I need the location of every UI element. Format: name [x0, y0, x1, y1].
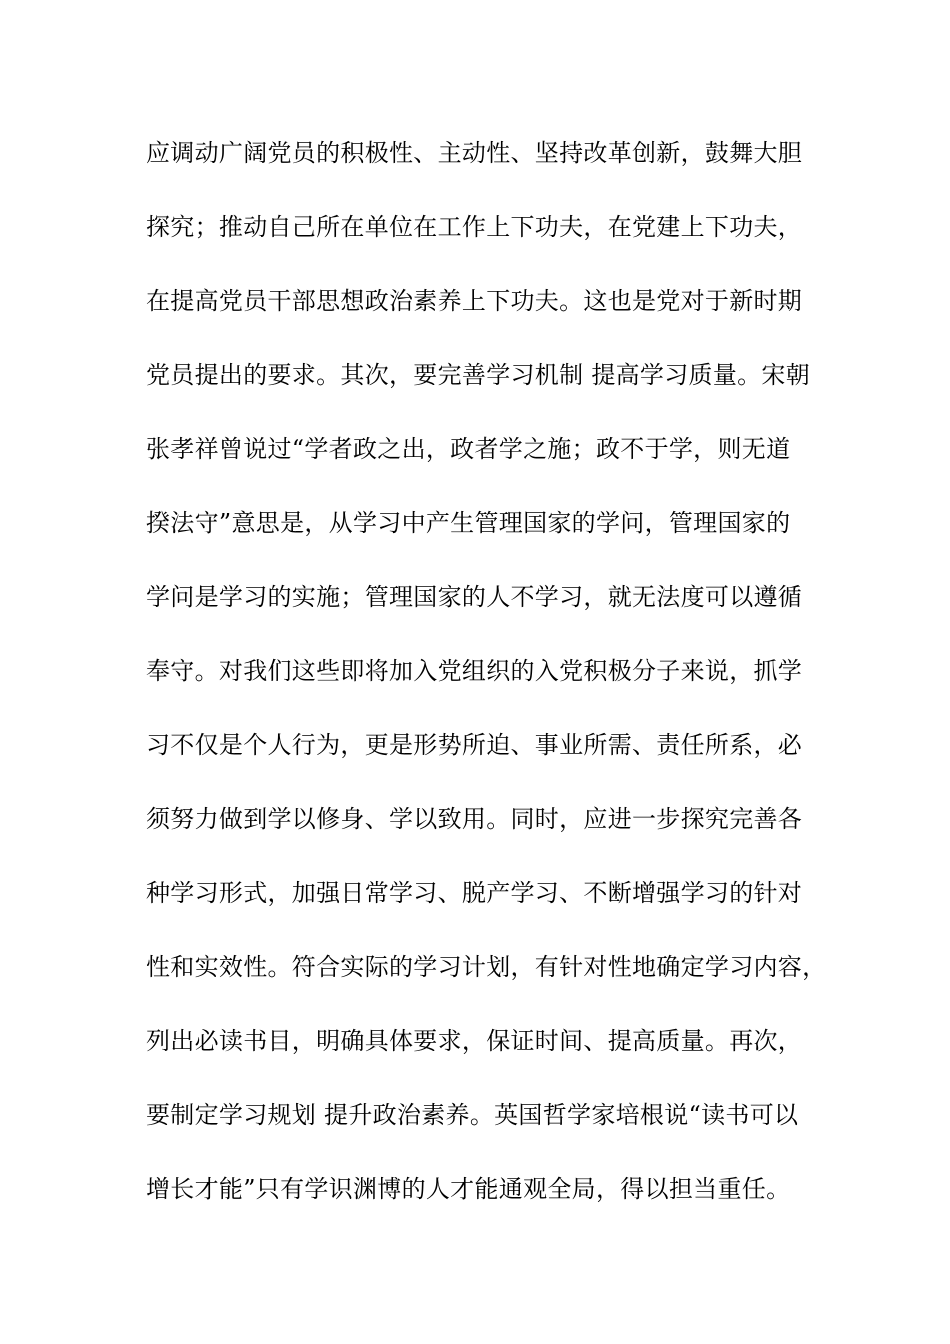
text-line-1: 应调动广阔党员的积极性、主动性、坚持改革创新，鼓舞大胆	[146, 139, 803, 167]
text-line-2: 探究；推动自己所在单位在工作上下功夫，在党建上下功夫，	[146, 213, 803, 241]
text-line-10: 须努力做到学以修身、学以致用。同时，应进一步探究完善各	[146, 805, 803, 833]
text-line-9: 习不仅是个人行为，更是形势所迫、事业所需、责任所系，必	[146, 731, 803, 759]
text-line-14: 要制定学习规划 提升政治素养。英国哲学家培根说“读书可以	[146, 1101, 799, 1129]
body-text	[146, 132, 836, 1242]
text-line-8: 奉守。对我们这些即将加入党组织的入党积极分子来说，抓学	[146, 657, 803, 685]
text-line-4: 党员提出的要求。其次，要完善学习机制 提高学习质量。宋朝	[146, 361, 811, 389]
text-line-12: 性和实效性。符合实际的学习计划，有针对性地确定学习内容，	[146, 953, 827, 981]
text-line-15: 增长才能”只有学识渊博的人才能通观全局，得以担当重任。	[146, 1175, 791, 1203]
text-line-3: 在提高党员干部思想政治素养上下功夫。这也是党对于新时期	[146, 287, 803, 315]
text-line-11: 种学习形式，加强日常学习、脱产学习、不断增强学习的针对	[146, 879, 803, 907]
text-line-6: 揆法守”意思是，从学习中产生管理国家的学问，管理国家的	[146, 509, 791, 537]
text-line-7: 学问是学习的实施；管理国家的人不学习，就无法度可以遵循	[146, 583, 803, 611]
text-line-5: 张孝祥曾说过“学者政之出，政者学之施；政不于学，则无道	[146, 435, 791, 463]
text-line-13: 列出必读书目，明确具体要求，保证时间、提高质量。再次，	[146, 1027, 803, 1055]
